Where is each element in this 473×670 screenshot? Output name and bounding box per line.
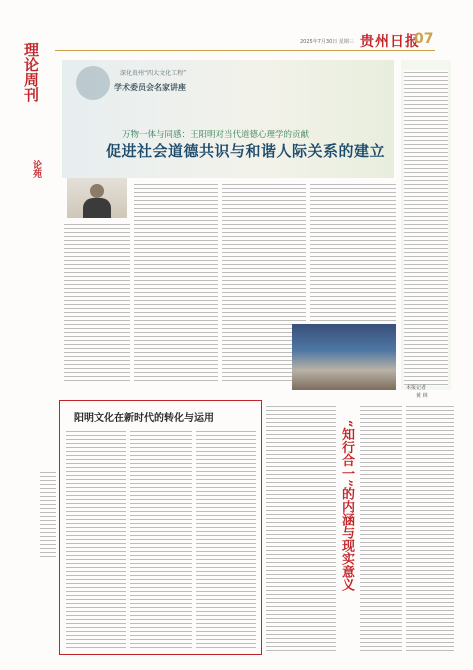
lower-col-c — [406, 404, 454, 654]
header-bar — [0, 0, 473, 58]
vertical-feature-title: “知行合一”的内涵与现实意义 — [339, 420, 354, 591]
feature-col3 — [196, 429, 256, 649]
sub-column-title: 论苑 — [31, 160, 41, 178]
speaker-figure-icon — [90, 184, 104, 198]
paper-logo: 贵州日报 — [360, 34, 420, 50]
feature-article-title: 阳明文化在新时代的转化与运用 — [74, 413, 214, 424]
intro-text-block — [64, 222, 130, 382]
header-date: 2025年7月30日 星期三 — [300, 39, 354, 45]
lower-col-b — [360, 404, 402, 654]
lecture-banner — [62, 60, 394, 178]
header-rule — [55, 50, 435, 51]
speaker-photo — [67, 178, 127, 218]
conference-photo — [292, 324, 396, 390]
byline-label: 本报记者 — [406, 385, 427, 391]
lower-col-a — [266, 404, 336, 654]
feature-col2 — [130, 429, 192, 649]
feature-col1 — [66, 429, 126, 649]
right-sidebar — [401, 60, 451, 390]
byline-name: 黄 林 — [416, 393, 428, 399]
banner-line1: 深化贵州“四大文化工程” — [120, 70, 187, 77]
banner-headline: 促进社会道德共识与和谐人际关系的建立 — [106, 142, 386, 160]
column-title: 理论周刊 — [22, 42, 40, 102]
feature-article-frame — [59, 400, 262, 655]
upper-article-col3 — [310, 182, 396, 322]
page-number: 07 — [414, 31, 434, 47]
banner-subtitle: 万物一体与同感：王阳明对当代道德心理学的贡献 — [122, 130, 310, 140]
upper-article-col1 — [134, 182, 218, 382]
banner-logo-icon — [76, 66, 110, 100]
side-note-strip — [40, 470, 56, 560]
banner-line2: 学术委员会名家讲座 — [114, 82, 186, 92]
